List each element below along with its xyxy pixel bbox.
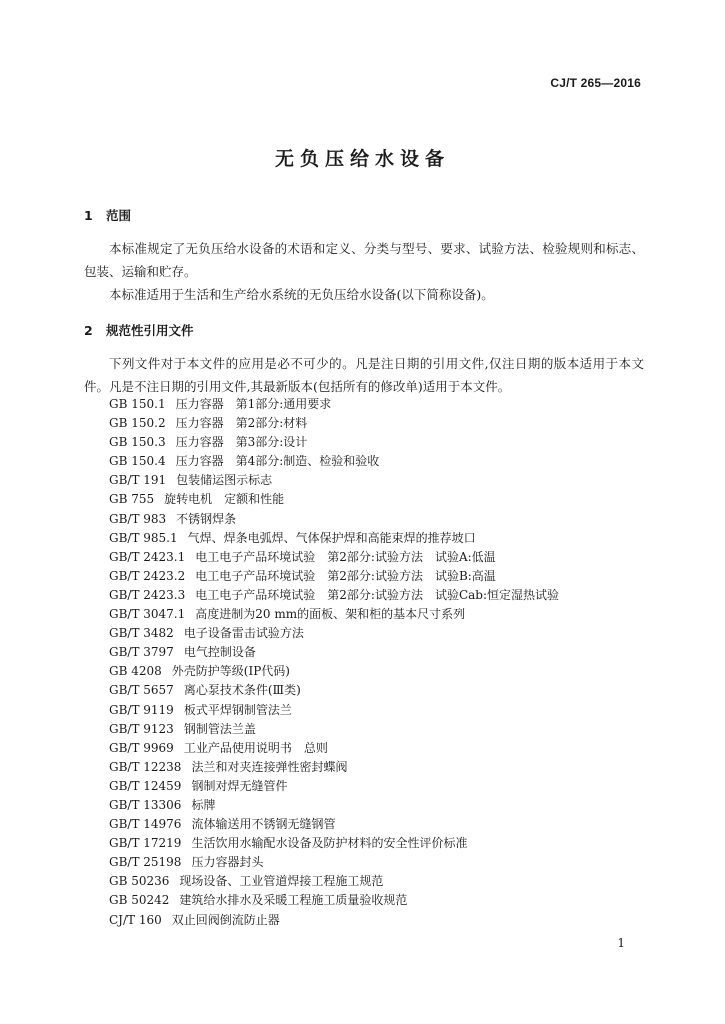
reference-code: GB/T 3047.1 <box>109 607 186 622</box>
page-number: 1 <box>617 936 625 950</box>
section-number: 2 <box>84 323 93 338</box>
reference-title: 双止回阀倒流防止器 <box>171 912 280 927</box>
reference-item <box>109 624 559 643</box>
reference-title: 法兰和对夹连接弹性密封蝶阀 <box>191 759 348 774</box>
references-intro-paragraph: 下列文件对于本文件的应用是必不可少的。凡是注日期的引用文件,仅注日期的版本适用于本文件。凡是不注日期的引用文件,其最新版本(包括所有的修改单)适用于本文件。 <box>84 356 644 394</box>
reference-code: GB/T 5657 <box>109 683 174 698</box>
reference-code: GB/T 9119 <box>109 702 174 717</box>
reference-item <box>109 414 559 433</box>
reference-item <box>109 548 559 567</box>
reference-code: GB 50236 <box>109 874 170 889</box>
reference-title: 生活饮用水输配水设备及防护材料的安全性评价标准 <box>191 836 468 851</box>
reference-title: 电气控制设备 <box>183 645 256 660</box>
reference-code: GB/T 985.1 <box>109 530 178 545</box>
reference-code: GB/T 9123 <box>109 721 174 736</box>
reference-title: 压力容器封头 <box>191 855 264 870</box>
reference-list <box>109 395 559 930</box>
reference-code: GB/T 3797 <box>109 645 174 660</box>
reference-item <box>109 796 559 815</box>
section-heading-scope <box>84 206 131 224</box>
reference-title: 现场设备、工业管道焊接工程施工规范 <box>179 874 384 889</box>
reference-title: 电工电子产品环境试验 第2部分:试验方法 试验A:低温 <box>195 549 496 564</box>
reference-title: 离心泵技术条件(Ⅲ类) <box>183 683 301 698</box>
reference-item <box>109 662 559 681</box>
reference-item <box>109 490 559 509</box>
reference-item <box>109 758 559 777</box>
reference-item <box>109 891 559 910</box>
reference-item <box>109 701 559 720</box>
section-title: 规范性引用文件 <box>106 323 194 338</box>
reference-code: GB 150.3 <box>109 435 166 450</box>
reference-code: GB/T 17219 <box>109 836 182 851</box>
reference-title: 外壳防护等级(IP代码) <box>171 664 290 679</box>
reference-code: GB/T 9969 <box>109 740 174 755</box>
reference-item <box>109 720 559 739</box>
reference-item <box>109 510 559 529</box>
reference-code: GB 150.1 <box>109 397 166 411</box>
reference-title: 压力容器 第4部分:制造、检验和验收 <box>175 454 380 469</box>
reference-code: GB/T 12459 <box>109 778 182 793</box>
reference-title: 钢制对焊无缝管件 <box>191 778 288 793</box>
reference-title: 不锈钢焊条 <box>176 511 237 526</box>
reference-item <box>109 529 559 548</box>
reference-code: GB/T 2423.3 <box>109 587 186 602</box>
reference-code: GB/T 13306 <box>109 797 182 812</box>
section-title: 范围 <box>106 208 132 223</box>
reference-code: GB 4208 <box>109 664 162 679</box>
reference-item <box>109 567 559 586</box>
scope-applicability-paragraph: 本标准适用于生活和生产给水系统的无负压给水设备(以下简称设备)。 <box>109 287 494 302</box>
reference-code: GB/T 14976 <box>109 817 182 832</box>
standard-code: CJ/T 265—2016 <box>550 76 641 90</box>
reference-title: 旋转电机 定额和性能 <box>164 492 285 507</box>
reference-title: 钢制管法兰盖 <box>183 721 256 736</box>
section-heading-normative-references <box>84 321 194 339</box>
reference-item <box>109 681 559 700</box>
reference-item <box>109 739 559 758</box>
reference-title: 建筑给水排水及采暖工程施工质量验收规范 <box>179 893 408 908</box>
reference-title: 标牌 <box>191 797 216 812</box>
reference-item <box>109 643 559 662</box>
reference-code: GB/T 12238 <box>109 759 182 774</box>
reference-title: 压力容器 第3部分:设计 <box>175 435 308 450</box>
reference-title: 工业产品使用说明书 总则 <box>183 740 328 755</box>
document-title: 无负压给水设备 <box>274 148 450 170</box>
reference-code: GB/T 2423.2 <box>109 568 186 583</box>
reference-item <box>109 777 559 796</box>
reference-item <box>109 815 559 834</box>
reference-item <box>109 586 559 605</box>
reference-title: 压力容器 第1部分:通用要求 <box>175 397 332 411</box>
reference-code: GB/T 983 <box>109 511 167 526</box>
reference-code: GB/T 25198 <box>109 855 182 870</box>
reference-code: GB/T 3482 <box>109 626 174 641</box>
reference-item <box>109 433 559 452</box>
scope-paragraph: 本标准规定了无负压给水设备的术语和定义、分类与型号、要求、试验方法、检验规则和标志、包装、运输和贮存。 <box>84 241 644 279</box>
reference-title: 压力容器 第2部分:材料 <box>175 416 308 431</box>
reference-title: 包装储运图示标志 <box>176 473 273 488</box>
reference-item <box>109 911 559 930</box>
reference-title: 高度进制为20 mm的面板、架和柜的基本尺寸系列 <box>195 607 466 622</box>
reference-title: 电工电子产品环境试验 第2部分:试验方法 试验Cab:恒定湿热试验 <box>195 587 560 602</box>
reference-title: 气焊、焊条电弧焊、气体保护焊和高能束焊的推荐坡口 <box>187 530 476 545</box>
reference-code: CJ/T 160 <box>109 912 162 927</box>
reference-code: GB 755 <box>109 492 155 507</box>
reference-item <box>109 605 559 624</box>
reference-title: 流体输送用不锈钢无缝钢管 <box>191 817 336 832</box>
reference-code: GB 150.2 <box>109 416 166 431</box>
reference-item <box>109 872 559 891</box>
reference-title: 电子设备雷击试验方法 <box>183 626 304 641</box>
reference-code: GB 150.4 <box>109 454 166 469</box>
reference-item <box>109 395 559 414</box>
section-number: 1 <box>84 208 93 223</box>
reference-code: GB/T 191 <box>109 473 167 488</box>
reference-title: 电工电子产品环境试验 第2部分:试验方法 试验B:高温 <box>195 568 496 583</box>
reference-item <box>109 452 559 471</box>
reference-code: GB 50242 <box>109 893 170 908</box>
reference-item <box>109 471 559 490</box>
reference-item <box>109 853 559 872</box>
reference-title: 板式平焊钢制管法兰 <box>183 702 292 717</box>
reference-item <box>109 834 559 853</box>
reference-code: GB/T 2423.1 <box>109 549 186 564</box>
